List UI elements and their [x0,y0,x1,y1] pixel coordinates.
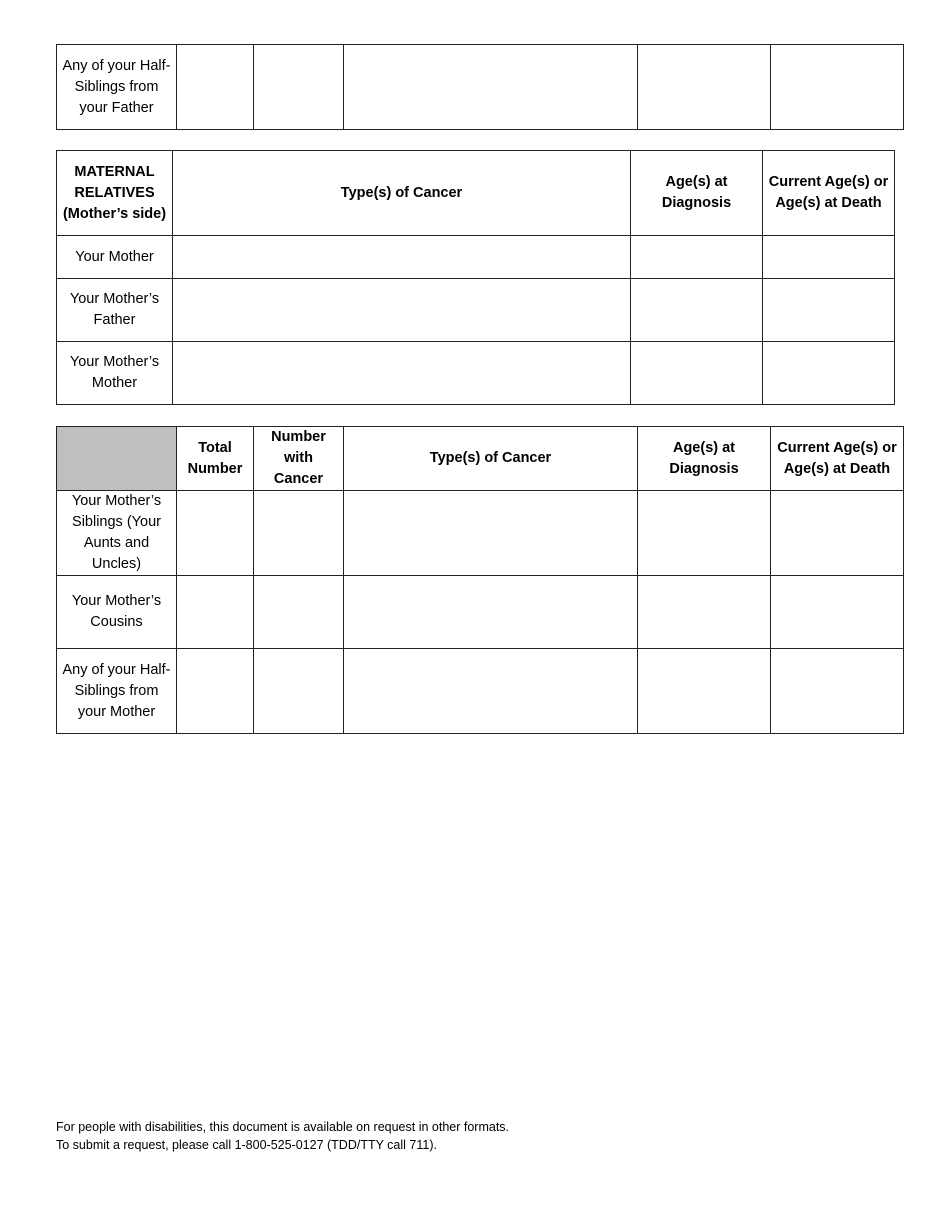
relative-label: Your Mother’s Mother [57,342,173,405]
cancer-types-header: Type(s) of Cancer [344,427,638,491]
footer-line-1: For people with disabilities, this document is available on request in other formats. [56,1120,510,1134]
blank-header-cell [57,427,177,491]
table-row [57,342,895,405]
relative-label: Any of your Half-Siblings from your Father [57,45,177,130]
relative-label: Your Mother’s Cousins [57,576,177,649]
current-age-cell[interactable] [771,45,904,130]
number-with-cancer-cell[interactable] [254,649,344,734]
current-age-cell[interactable] [771,649,904,734]
cancer-types-cell[interactable] [344,649,638,734]
relative-label: Your Mother’s Father [57,279,173,342]
relative-label: Any of your Half-Siblings from your Mother [57,649,177,734]
cancer-types-cell[interactable] [173,236,631,279]
number-with-cancer-cell[interactable] [254,491,344,576]
age-at-diagnosis-cell[interactable] [638,576,771,649]
cancer-types-cell[interactable] [173,279,631,342]
age-at-diagnosis-header: Age(s) at Diagnosis [638,427,771,491]
relative-label: Your Mother [57,236,173,279]
number-with-cancer-cell[interactable] [254,45,344,130]
age-at-diagnosis-cell[interactable] [638,649,771,734]
total-number-cell[interactable] [177,491,254,576]
current-age-cell[interactable] [771,576,904,649]
footer-line-2: To submit a request, please call 1-800-525-0127 (TDD/TTY call 711). [56,1138,437,1152]
cancer-types-cell[interactable] [344,576,638,649]
table-row [57,279,895,342]
maternal-relatives-table [56,150,895,405]
total-number-cell[interactable] [177,45,254,130]
age-at-diagnosis-cell[interactable] [638,491,771,576]
total-number-header: Total Number [177,427,254,491]
total-number-cell[interactable] [177,576,254,649]
cancer-types-cell[interactable] [344,45,638,130]
paternal-extended-table-continued [56,44,904,130]
age-at-diagnosis-cell[interactable] [631,236,763,279]
table-header-row [57,151,895,236]
cancer-types-cell[interactable] [344,491,638,576]
maternal-relatives-header: MATERNAL RELATIVES (Mother’s side) [57,151,173,236]
table-row [57,45,904,130]
age-at-diagnosis-cell[interactable] [631,342,763,405]
current-age-cell[interactable] [763,236,895,279]
age-at-diagnosis-cell[interactable] [638,45,771,130]
table-row [57,576,904,649]
accessibility-footer [56,1118,509,1154]
current-age-cell[interactable] [771,491,904,576]
cancer-types-cell[interactable] [173,342,631,405]
table-row [57,236,895,279]
age-at-diagnosis-header: Age(s) at Diagnosis [631,151,763,236]
cancer-types-header: Type(s) of Cancer [173,151,631,236]
current-age-cell[interactable] [763,279,895,342]
table-row [57,491,904,576]
current-age-cell[interactable] [763,342,895,405]
number-with-cancer-header: Number with Cancer [254,427,344,491]
table-header-row [57,427,904,491]
table-row [57,649,904,734]
relative-label: Your Mother’s Siblings (Your Aunts and Uncles) [57,491,177,576]
maternal-extended-table [56,426,904,734]
total-number-cell[interactable] [177,649,254,734]
current-age-header: Current Age(s) or Age(s) at Death [763,151,895,236]
age-at-diagnosis-cell[interactable] [631,279,763,342]
number-with-cancer-cell[interactable] [254,576,344,649]
current-age-header: Current Age(s) or Age(s) at Death [771,427,904,491]
